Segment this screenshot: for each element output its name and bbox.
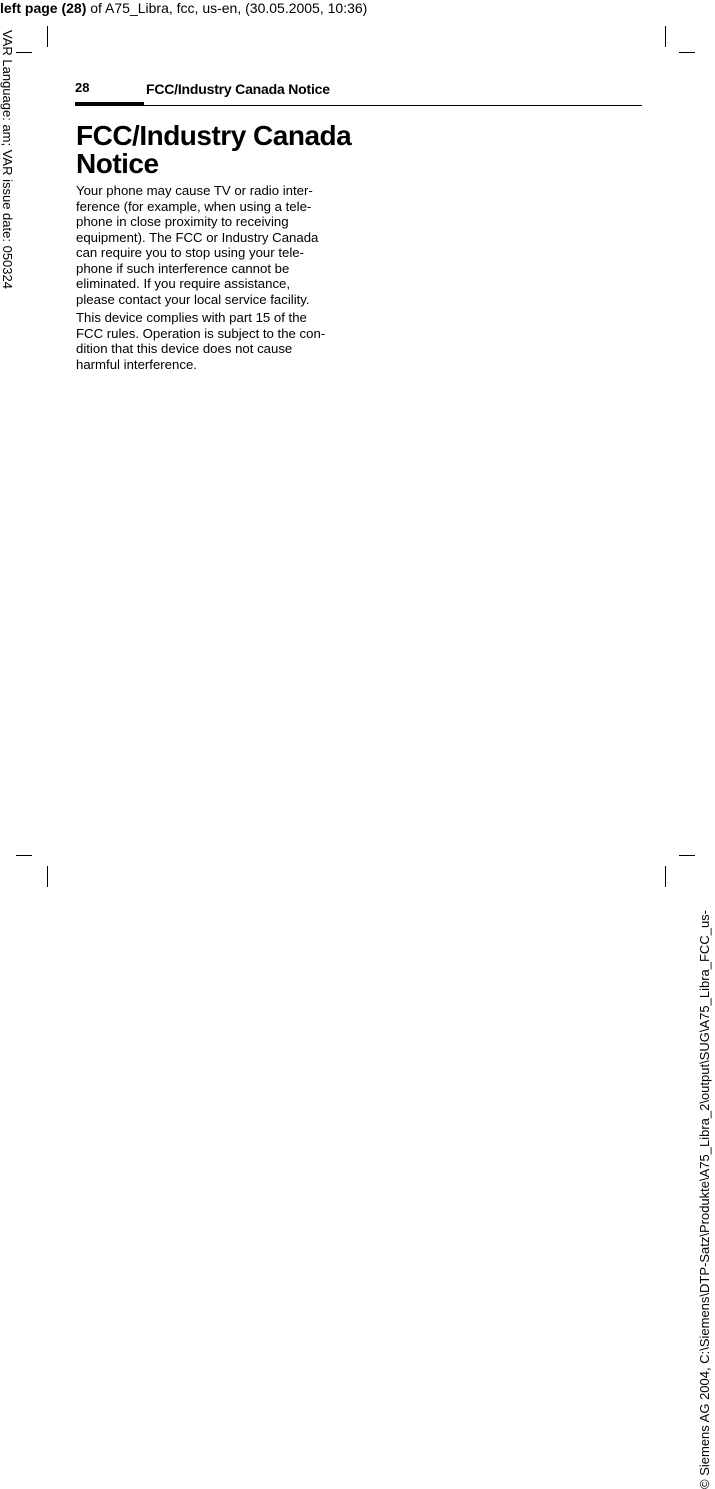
left-margin-text: VAR Language: am; VAR issue date: 050324 — [0, 30, 15, 289]
paragraph-interference: Your phone may cause TV or radio inter- ference (for example, when using a tele- phone in close proximity to receiving equipment). The FCC or Industry Canada can require you to stop using your tele- phone if such interference cannot be eliminated. If you require assistance, please contact your local service facility. — [76, 183, 319, 307]
print-job-details: of A75_Libra, fcc, us-en, (30.05.2005, 10:36) — [86, 0, 368, 16]
page-title: FCC/Industry Canada Notice — [76, 120, 352, 179]
crop-mark — [665, 866, 666, 887]
body-text — [76, 183, 351, 375]
running-head: FCC/Industry Canada Notice — [146, 81, 330, 97]
page-number: 28 — [75, 80, 90, 95]
right-margin-note — [697, 270, 715, 1489]
header-rule-thin — [144, 105, 642, 106]
right-margin-text: © Siemens AG 2004, C:\Siemens\DTP-Satz\Produkte\A75_Libra_2\output\SUG\A75_Libra_FCC_us- — [697, 910, 712, 1489]
crop-mark — [47, 866, 48, 887]
crop-mark — [16, 855, 32, 856]
print-job-page-label: left page (28) — [0, 0, 87, 16]
header-rule-thick — [75, 102, 144, 106]
print-job-header — [0, 0, 367, 16]
crop-mark — [665, 26, 666, 47]
crop-mark — [679, 52, 695, 53]
left-margin-note — [0, 30, 16, 390]
crop-mark — [679, 855, 695, 856]
crop-mark — [47, 26, 48, 47]
paragraph-compliance: This device complies with part 15 of the FCC rules. Operation is subject to the con- dition that this device does not cause harmful interference. — [76, 310, 326, 372]
crop-mark — [16, 52, 32, 53]
